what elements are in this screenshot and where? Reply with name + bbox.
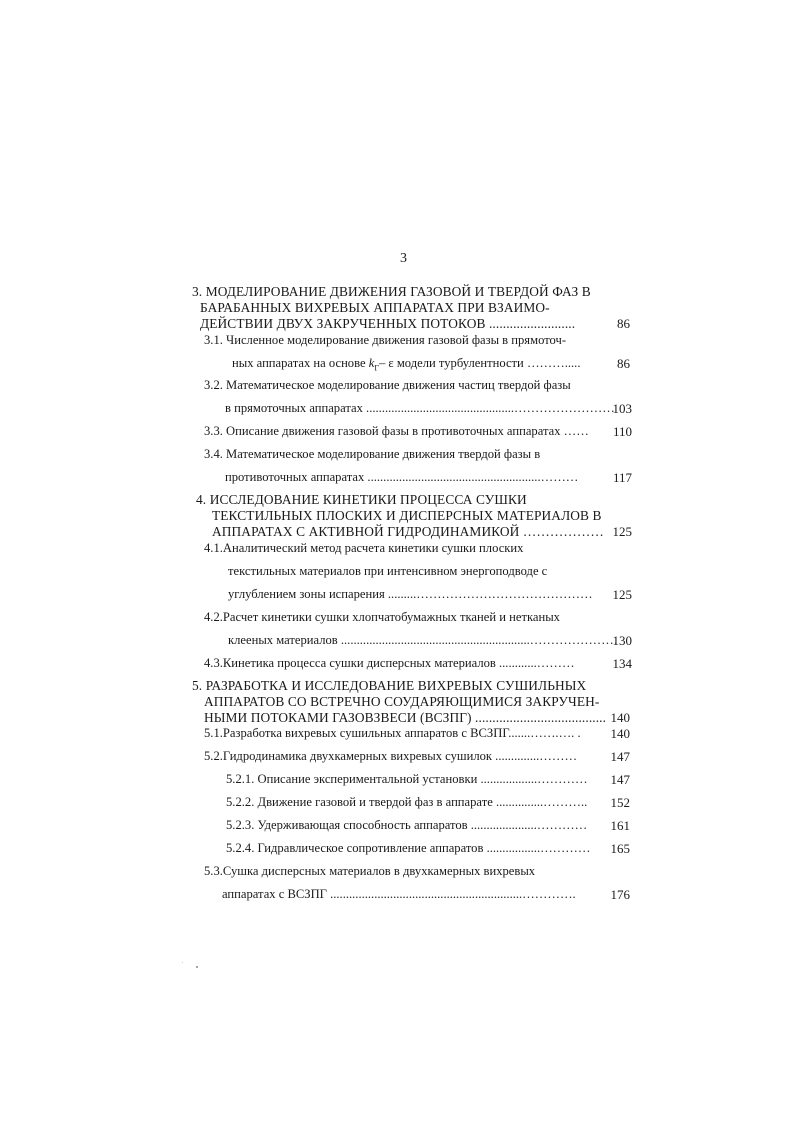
section-4-1-line-1: 4.1.Аналитический метод расчета кинетики сушки плоских [204, 541, 524, 555]
section-4-2-page: 130 [612, 633, 632, 648]
section-4-1-page: 125 [612, 587, 632, 602]
chapter-5-title-line-2: АППАРАТОВ СО ВСТРЕЧНО СОУДАРЯЮЩИМИСЯ ЗАКРУЧЕН- [204, 694, 600, 709]
section-5-3-line-1: 5.3.Сушка дисперсных материалов в двухкамерных вихревых [204, 864, 536, 878]
scan-speck [196, 966, 198, 968]
chapter-4-page: 125 [612, 524, 632, 539]
section-3-2-line-2: в прямоточных аппаратах ...............................................…………………… [225, 401, 615, 415]
section-5-2-line-1: 5.2.Гидродинамика двухкамерных вихревых сушилок ..............……… [204, 749, 578, 763]
chapter-3-title-line-1: 3. МОДЕЛИРОВАНИЕ ДВИЖЕНИЯ ГАЗОВОЙ И ТВЕРДОЙ ФАЗ В [192, 284, 591, 299]
section-3-1-page: 86 [617, 356, 630, 371]
section-4-2-line-2: клееных материалов ............................................................………………… [228, 633, 618, 647]
chapter-4-title-line-2: ТЕКСТИЛЬНЫХ ПЛОСКИХ И ДИСПЕРСНЫХ МАТЕРИАЛОВ В [212, 508, 602, 523]
section-5-2-3-page: 161 [610, 818, 630, 833]
chapter-5-title-line-3: НЫМИ ПОТОКАМИ ГАЗОВЗВЕСИ (ВСЗПГ) ...................................... [204, 710, 607, 725]
section-3-4-line-2: противоточных аппаратах .......................................................……… [225, 470, 579, 484]
chapter-5-title-line-1: 5. РАЗРАБОТКА И ИССЛЕДОВАНИЕ ВИХРЕВЫХ СУШИЛЬНЫХ [192, 678, 587, 693]
section-5-2-2: 5.2.2. Движение газовой и твердой фаз в аппарате ...............……….. [226, 795, 588, 809]
section-5-3-page: 176 [610, 887, 630, 902]
section-4-1-line-2: текстильных материалов при интенсивном энергоподводе с [228, 564, 548, 578]
section-5-2-page: 147 [610, 749, 630, 764]
section-5-1-page: 140 [610, 726, 630, 741]
scan-speck [182, 962, 183, 963]
chapter-4-title-line-1: 4. ИССЛЕДОВАНИЕ КИНЕТИКИ ПРОЦЕССА СУШКИ [196, 492, 527, 507]
chapter-3-title-line-3: ДЕЙСТВИИ ДВУХ ЗАКРУЧЕННЫХ ПОТОКОВ ......................... [200, 316, 576, 331]
section-5-2-4: 5.2.4. Гидравлическое сопротивление аппаратов .................………… [226, 841, 591, 855]
section-3-1-line-2: ных аппаратах на основе $k_Г-$ ε модели турбулентности ………..... [232, 356, 581, 373]
chapter-3-page: 86 [617, 316, 630, 331]
section-5-2-4-page: 165 [610, 841, 630, 856]
section-4-3-page: 134 [612, 656, 632, 671]
section-5-3-line-2: аппаратах с ВСЗПГ .............................................................…………. [222, 887, 576, 901]
section-3-4-page: 117 [612, 470, 632, 485]
section-3-3-page: 110 [612, 424, 632, 439]
chapter-5-page: 140 [610, 710, 630, 725]
section-5-2-3: 5.2.3. Удерживающая способность аппаратов .....................………… [226, 818, 588, 832]
page-number: 3 [400, 251, 407, 266]
section-5-2-2-page: 152 [610, 795, 630, 810]
section-4-3-line-1: 4.3.Кинетика процесса сушки дисперсных материалов ............……… [204, 656, 575, 670]
section-3-2-page: 103 [612, 401, 632, 416]
section-4-1-line-3: углублением зоны испарения .........…………………………………… [228, 587, 593, 601]
section-3-2-line-1: 3.2. Математическое моделирование движения частиц твердой фазы [204, 378, 571, 392]
section-5-2-1-page: 147 [610, 772, 630, 787]
section-3-1-line-1: 3.1. Численное моделирование движения газовой фазы в прямоточ- [204, 333, 567, 347]
section-4-2-line-1: 4.2.Расчет кинетики сушки хлопчатобумажных тканей и нетканых [204, 610, 560, 624]
section-3-4-line-1: 3.4. Математическое моделирование движения твердой фазы в [204, 447, 541, 461]
section-3-3-line-1: 3.3. Описание движения газовой фазы в противоточных аппаратах …… [204, 424, 589, 438]
section-5-2-1: 5.2.1. Описание экспериментальной установки ..................………… [226, 772, 588, 786]
chapter-3-title-line-2: БАРАБАННЫХ ВИХРЕВЫХ АППАРАТАХ ПРИ ВЗАИМО- [200, 300, 550, 315]
chapter-4-title-line-3: АППАРАТАХ С АКТИВНОЙ ГИДРОДИНАМИКОЙ ……………… [212, 524, 604, 539]
section-5-1-line-1: 5.1.Разработка вихревых сушильных аппаратов с ВСЗПГ.......…….…. . [204, 726, 581, 740]
